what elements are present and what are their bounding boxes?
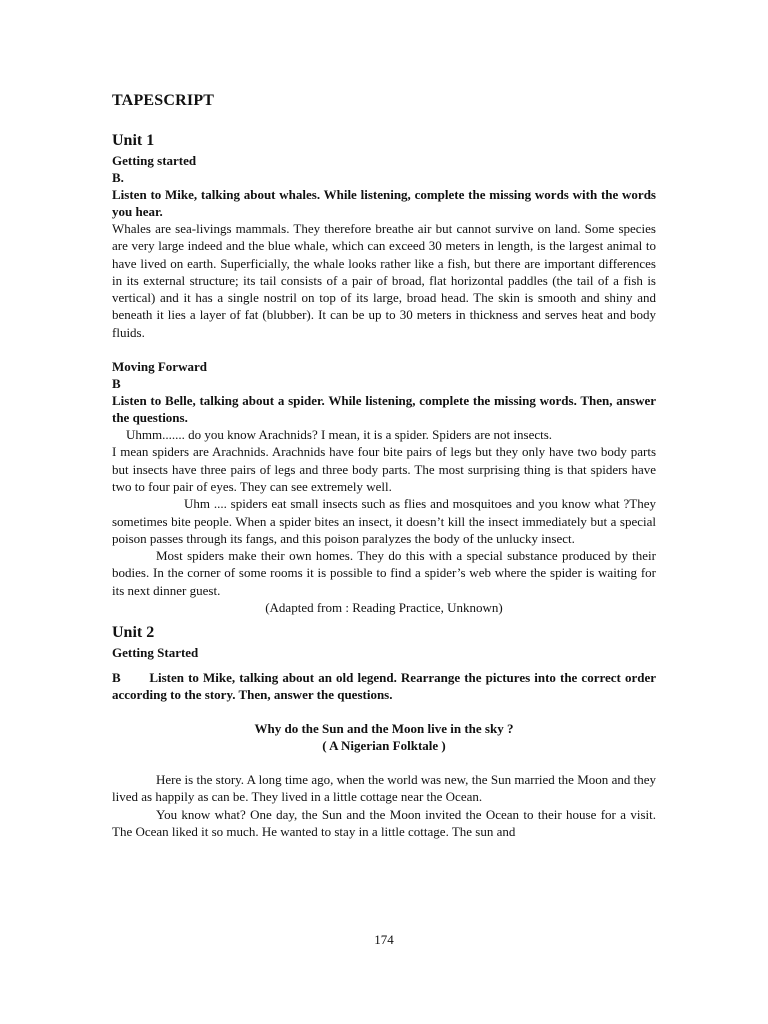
spider-paragraph-2: I mean spiders are Arachnids. Arachnids have four bite pairs of legs but they only have two body parts but insects have three pairs of legs and three body parts. The most surprising thing is that spiders have two to four pair of eyes. They can see extremely well. [112, 444, 656, 494]
unit1-section1-heading: Getting started [112, 153, 197, 168]
spider-paragraph-1: Uhmm....... do you know Arachnids? I mean, it is a spider. Spiders are not insects. [126, 427, 553, 443]
page-number: 174 [374, 932, 394, 947]
unit2-heading: Unit 2 [112, 624, 155, 642]
folktale-passage [112, 771, 656, 840]
unit2-instruction-text: Listen to Mike, talking about an old legend. Rearrange the pictures into the correct order according to the story. Then, answer the questions. [112, 670, 656, 703]
whale-passage [112, 220, 656, 341]
document-page [112, 92, 656, 840]
unit2-section1-heading: Getting Started [112, 645, 199, 661]
spider-passage [112, 426, 656, 599]
unit1-section1-instruction: Listen to Mike, talking about whales. While listening, complete the missing words with the words you hear. [112, 187, 656, 219]
folktale-paragraph-2: You know what? One day, the Sun and the Moon invited the Ocean to their house for a visit. The Ocean liked it so much. He wanted to stay in a little cottage. The sun and [112, 806, 656, 839]
story-subtitle: ( A Nigerian Folktale ) [322, 738, 446, 754]
unit1-section1-letter: B. [112, 170, 124, 185]
unit2-section1-instruction [112, 669, 656, 703]
unit2-section1-letter: B [112, 670, 121, 686]
folktale-paragraph-1: Here is the story. A long time ago, when the world was new, the Sun married the Moon and they lived as happily as can be. They lived in a little cottage near the Ocean. [112, 772, 656, 805]
unit1-section2-letter: B [112, 376, 121, 392]
whale-text: Whales are sea-livings mammals. They therefore breathe air but cannot survive on land. Some species are very large indeed and the blue whale, which can exceed 30 meters in length, is the largest animal to have lived on earth. Superficially, the whale looks rather like a fish, but there are important differences in its external structure; its tail consists of a pair of broad, flat horizontal paddles (the tail of a fish is vertical) and it has a single nostril on top of its large, broad head. The skin is smooth and shiny and beneath it lies a layer of fat (blubber). It can be up to 30 meters in thickness and serves heat and body fluids. [112, 221, 656, 340]
spider-paragraph-3: Uhm .... spiders eat small insects such as flies and mosquitoes and you know what ?They sometimes bite people. When a spider bites an insect, it doesn’t kill the insect immediately but a special poison passes through its fangs, and this poison paralyzes the body of the unlucky insect. [112, 496, 656, 546]
unit1-section2-heading: Moving Forward [112, 359, 207, 375]
spider-paragraph-4: Most spiders make their own homes. They do this with a special substance produced by their bodies. In the corner of some rooms it is possible to find a spider’s web where the spider is waiting for its next dinner guest. [112, 548, 656, 598]
unit1-heading: Unit 1 [112, 132, 155, 149]
story-title: Why do the Sun and the Moon live in the sky ? [254, 721, 514, 737]
page-title: TAPESCRIPT [112, 92, 215, 109]
spider-source: (Adapted from : Reading Practice, Unknown) [265, 600, 503, 616]
unit1-section2-instruction: Listen to Belle, talking about a spider. While listening, complete the missing words. Then, answer the questions. [112, 393, 656, 426]
